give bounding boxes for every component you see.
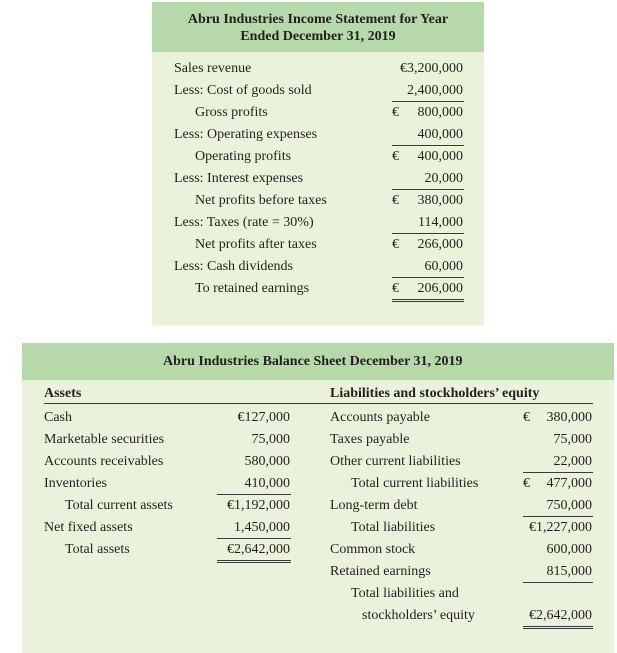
- row-label: Gross profits: [195, 105, 268, 120]
- row-label: To retained earnings: [195, 281, 310, 296]
- row-value: 750,000: [546, 498, 592, 513]
- row-value: 2,400,000: [407, 83, 463, 98]
- currency-symbol: €: [523, 476, 530, 491]
- liability-row-accounts-payable: [330, 407, 593, 429]
- row-value: 60,000: [424, 259, 463, 274]
- row-label: Less: Operating expenses: [174, 127, 318, 142]
- row-value: 477,000: [546, 476, 592, 491]
- assets-column: [44, 407, 291, 561]
- liabilities-header: Liabilities and stockholders’ equity: [330, 386, 540, 401]
- income-statement-panel: [152, 2, 484, 325]
- row-value: 800,000: [417, 105, 463, 120]
- liability-row-long-term-debt: [330, 495, 593, 517]
- liability-row-total-current-liabilities: [330, 473, 593, 495]
- row-value: 580,000: [244, 454, 290, 469]
- row-label: Total assets: [65, 542, 130, 557]
- is-row-cash-dividends: [174, 256, 464, 278]
- is-row-sales-revenue: [174, 58, 464, 80]
- is-row-net-profits-after-taxes: [174, 234, 464, 256]
- row-label: Taxes payable: [330, 432, 410, 447]
- asset-row-net-fixed-assets: [44, 517, 291, 539]
- row-value: 410,000: [244, 476, 290, 491]
- is-row-interest-expenses: [174, 168, 464, 190]
- balance-sheet-panel: [22, 343, 614, 653]
- assets-header: Assets: [44, 386, 82, 401]
- asset-row-total-assets: [44, 539, 291, 561]
- row-label: Sales revenue: [174, 61, 252, 76]
- row-label: Marketable securities: [44, 432, 165, 447]
- asset-row-total-current-assets: [44, 495, 291, 517]
- liability-row-common-stock: [330, 539, 593, 561]
- row-label: Long-term debt: [330, 498, 418, 513]
- currency-symbol: €: [392, 237, 399, 252]
- row-label: Less: Cash dividends: [174, 259, 293, 274]
- row-value: €2,642,000: [227, 542, 290, 557]
- row-value: 380,000: [546, 410, 592, 425]
- liabilities-column: [330, 407, 593, 627]
- liability-row-other-current-liabilities: [330, 451, 593, 473]
- row-value: 400,000: [417, 127, 463, 142]
- liability-row-total-liabilities-and-equity: [330, 605, 593, 627]
- row-label: stockholders’ equity: [362, 608, 475, 623]
- is-row-operating-expenses: [174, 124, 464, 146]
- row-label: Accounts payable: [330, 410, 430, 425]
- income-statement-title-line-2: Ended December 31, 2019: [240, 29, 396, 44]
- currency-symbol: €: [392, 281, 399, 296]
- row-label: Accounts receivables: [44, 454, 164, 469]
- liability-row-taxes-payable: [330, 429, 593, 451]
- row-value: €1,192,000: [227, 498, 290, 513]
- row-label: Total current assets: [65, 498, 173, 513]
- row-value: 75,000: [553, 432, 592, 447]
- is-row-to-retained-earnings: [174, 278, 464, 300]
- row-value: €127,000: [237, 410, 290, 425]
- currency-symbol: €: [523, 410, 530, 425]
- is-row-taxes: [174, 212, 464, 234]
- row-label: Net profits after taxes: [195, 237, 317, 252]
- row-value: 400,000: [417, 149, 463, 164]
- income-statement-title-line-1: Abru Industries Income Statement for Year: [187, 12, 449, 27]
- liability-row-total-liabilities: [330, 517, 593, 539]
- balance-sheet-title: Abru Industries Balance Sheet December 31, 2019: [22, 343, 614, 380]
- income-statement-rows: [174, 58, 464, 300]
- row-label: Total liabilities: [351, 520, 436, 535]
- row-label: Less: Taxes (rate = 30%): [174, 215, 314, 230]
- row-value: 206,000: [417, 281, 463, 296]
- currency-symbol: €: [392, 149, 399, 164]
- is-row-cost-of-goods-sold: [174, 80, 464, 102]
- asset-row-inventories: [44, 473, 291, 495]
- asset-row-accounts-receivables: [44, 451, 291, 473]
- liability-row-total-liabilities-and-equity-line-1: [330, 583, 593, 605]
- liability-row-retained-earnings: [330, 561, 593, 583]
- row-value: €2,642,000: [529, 608, 592, 623]
- row-label: Less: Interest expenses: [174, 171, 304, 186]
- row-value: 20,000: [424, 171, 463, 186]
- row-label: Net profits before taxes: [195, 193, 327, 208]
- row-value: 114,000: [418, 215, 463, 230]
- asset-row-marketable-securities: [44, 429, 291, 451]
- row-value: 600,000: [546, 542, 592, 557]
- row-label: Cash: [44, 410, 72, 425]
- row-value: 22,000: [553, 454, 592, 469]
- balance-sheet-column-headers: [44, 381, 593, 404]
- row-value: 75,000: [251, 432, 290, 447]
- income-statement-title: [152, 2, 484, 52]
- row-label: Total current liabilities: [351, 476, 479, 491]
- row-label: Inventories: [44, 476, 107, 491]
- row-label: Other current liabilities: [330, 454, 461, 469]
- is-row-operating-profits: [174, 146, 464, 168]
- row-value: €1,227,000: [529, 520, 592, 535]
- is-row-gross-profits: [174, 102, 464, 124]
- row-value: 1,450,000: [234, 520, 290, 535]
- row-label: Operating profits: [195, 149, 292, 164]
- row-value: €3,200,000: [400, 61, 463, 76]
- asset-row-cash: [44, 407, 291, 429]
- row-value: 266,000: [417, 237, 463, 252]
- row-value: 380,000: [417, 193, 463, 208]
- row-label: Common stock: [330, 542, 416, 557]
- currency-symbol: €: [392, 193, 399, 208]
- row-value: 815,000: [546, 564, 592, 579]
- row-label: Less: Cost of goods sold: [174, 83, 312, 98]
- row-label: Retained earnings: [330, 564, 431, 579]
- is-row-net-profits-before-taxes: [174, 190, 464, 212]
- row-label: Net fixed assets: [44, 520, 133, 535]
- row-label: Total liabilities and: [351, 586, 459, 601]
- currency-symbol: €: [392, 105, 399, 120]
